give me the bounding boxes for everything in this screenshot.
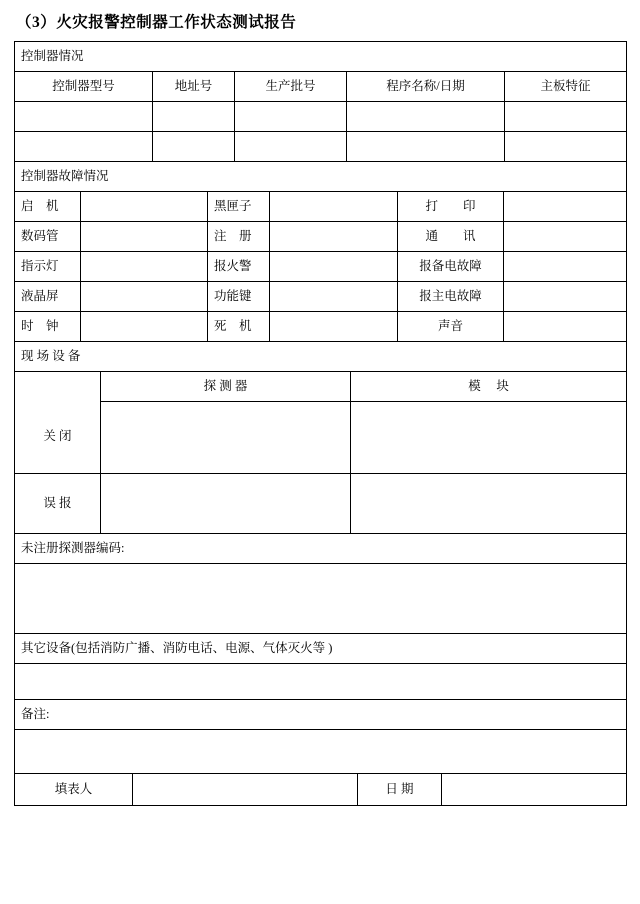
cell-unregistered-codes-value[interactable] bbox=[15, 563, 627, 633]
cell-other-equipment-value[interactable] bbox=[15, 663, 627, 699]
table-row bbox=[15, 131, 627, 161]
table-row bbox=[15, 473, 627, 533]
fault-label-sound: 声音 bbox=[398, 311, 504, 341]
cell-address-number-2[interactable] bbox=[153, 131, 235, 161]
table-row bbox=[15, 729, 627, 773]
fault-label-print: 打 印 bbox=[398, 191, 504, 221]
fault-table bbox=[14, 191, 627, 342]
table-row bbox=[15, 401, 627, 473]
row-label-false-alarm: 误 报 bbox=[15, 473, 101, 533]
fault-value-fire-alarm[interactable] bbox=[270, 251, 398, 281]
fault-value-digital-tube[interactable] bbox=[81, 221, 208, 251]
table-row bbox=[15, 41, 627, 71]
label-filler: 填表人 bbox=[15, 773, 133, 805]
section-controller-fault: 控制器故障情况 bbox=[15, 161, 627, 191]
header-controller-model: 控制器型号 bbox=[15, 71, 153, 101]
header-program-name-date: 程序名称/日期 bbox=[347, 71, 505, 101]
table-row bbox=[15, 633, 627, 663]
fault-label-communication: 通 讯 bbox=[398, 221, 504, 251]
site-equipment-table bbox=[14, 341, 627, 774]
fault-label-startup: 启 机 bbox=[15, 191, 81, 221]
table-row bbox=[15, 773, 627, 805]
fault-value-backup-power-fault[interactable] bbox=[504, 251, 627, 281]
header-module: 模 块 bbox=[351, 371, 627, 401]
cell-filler-value[interactable] bbox=[133, 773, 358, 805]
table-row bbox=[15, 281, 627, 311]
table-row bbox=[15, 341, 627, 371]
table-row bbox=[15, 161, 627, 191]
section-unregistered-codes: 未注册探测器编码: bbox=[15, 533, 627, 563]
cell-controller-model-1[interactable] bbox=[15, 101, 153, 131]
page-title: （3）火灾报警控制器工作状态测试报告 bbox=[16, 14, 297, 31]
table-row bbox=[15, 221, 627, 251]
table-row bbox=[15, 101, 627, 131]
cell-module-false-alarm[interactable] bbox=[351, 473, 627, 533]
fault-label-fire-alarm: 报火警 bbox=[208, 251, 270, 281]
cell-program-name-date-1[interactable] bbox=[347, 101, 505, 131]
report-form-table bbox=[14, 41, 627, 192]
fault-label-lcd: 液晶屏 bbox=[15, 281, 81, 311]
footer-table bbox=[14, 773, 627, 806]
fault-value-function-key[interactable] bbox=[270, 281, 398, 311]
cell-module-closed[interactable] bbox=[351, 401, 627, 473]
label-date: 日 期 bbox=[358, 773, 442, 805]
fault-value-startup[interactable] bbox=[81, 191, 208, 221]
fault-value-indicator[interactable] bbox=[81, 251, 208, 281]
cell-date-value[interactable] bbox=[442, 773, 627, 805]
site-corner-cell bbox=[15, 371, 101, 401]
cell-mainboard-feature-1[interactable] bbox=[505, 101, 627, 131]
header-batch-number: 生产批号 bbox=[235, 71, 347, 101]
fault-label-backup-power-fault: 报备电故障 bbox=[398, 251, 504, 281]
section-other-equipment: 其它设备(包括消防广播、消防电话、电源、气体灭火等 ) bbox=[15, 633, 627, 663]
table-row bbox=[15, 191, 627, 221]
fault-value-clock[interactable] bbox=[81, 311, 208, 341]
cell-mainboard-feature-2[interactable] bbox=[505, 131, 627, 161]
fault-value-sound[interactable] bbox=[504, 311, 627, 341]
fault-label-main-power-fault: 报主电故障 bbox=[398, 281, 504, 311]
section-site-equipment: 现 场 设 备 bbox=[15, 341, 627, 371]
fault-value-registration[interactable] bbox=[270, 221, 398, 251]
cell-batch-number-1[interactable] bbox=[235, 101, 347, 131]
row-label-closed: 关 闭 bbox=[15, 401, 101, 473]
section-remarks: 备注: bbox=[15, 699, 627, 729]
fault-label-function-key: 功能键 bbox=[208, 281, 270, 311]
table-row bbox=[15, 533, 627, 563]
fault-value-communication[interactable] bbox=[504, 221, 627, 251]
table-row bbox=[15, 311, 627, 341]
table-row bbox=[15, 371, 627, 401]
fault-label-clock: 时 钟 bbox=[15, 311, 81, 341]
fault-value-main-power-fault[interactable] bbox=[504, 281, 627, 311]
fault-value-crash[interactable] bbox=[270, 311, 398, 341]
fault-value-print[interactable] bbox=[504, 191, 627, 221]
header-detector: 探 测 器 bbox=[101, 371, 351, 401]
table-row bbox=[15, 563, 627, 633]
fault-value-lcd[interactable] bbox=[81, 281, 208, 311]
cell-detector-closed[interactable] bbox=[101, 401, 351, 473]
cell-remarks-value[interactable] bbox=[15, 729, 627, 773]
header-address-number: 地址号 bbox=[153, 71, 235, 101]
table-row bbox=[15, 251, 627, 281]
section-controller-info: 控制器情况 bbox=[15, 41, 627, 71]
table-row bbox=[15, 663, 627, 699]
fault-label-digital-tube: 数码管 bbox=[15, 221, 81, 251]
fault-label-registration: 注 册 bbox=[208, 221, 270, 251]
fault-label-crash: 死 机 bbox=[208, 311, 270, 341]
table-row bbox=[15, 71, 627, 101]
cell-program-name-date-2[interactable] bbox=[347, 131, 505, 161]
fault-value-blackbox[interactable] bbox=[270, 191, 398, 221]
cell-detector-false-alarm[interactable] bbox=[101, 473, 351, 533]
fault-label-blackbox: 黑匣子 bbox=[208, 191, 270, 221]
cell-address-number-1[interactable] bbox=[153, 101, 235, 131]
header-mainboard-feature: 主板特征 bbox=[505, 71, 627, 101]
fault-label-indicator: 指示灯 bbox=[15, 251, 81, 281]
cell-batch-number-2[interactable] bbox=[235, 131, 347, 161]
cell-controller-model-2[interactable] bbox=[15, 131, 153, 161]
table-row bbox=[15, 699, 627, 729]
